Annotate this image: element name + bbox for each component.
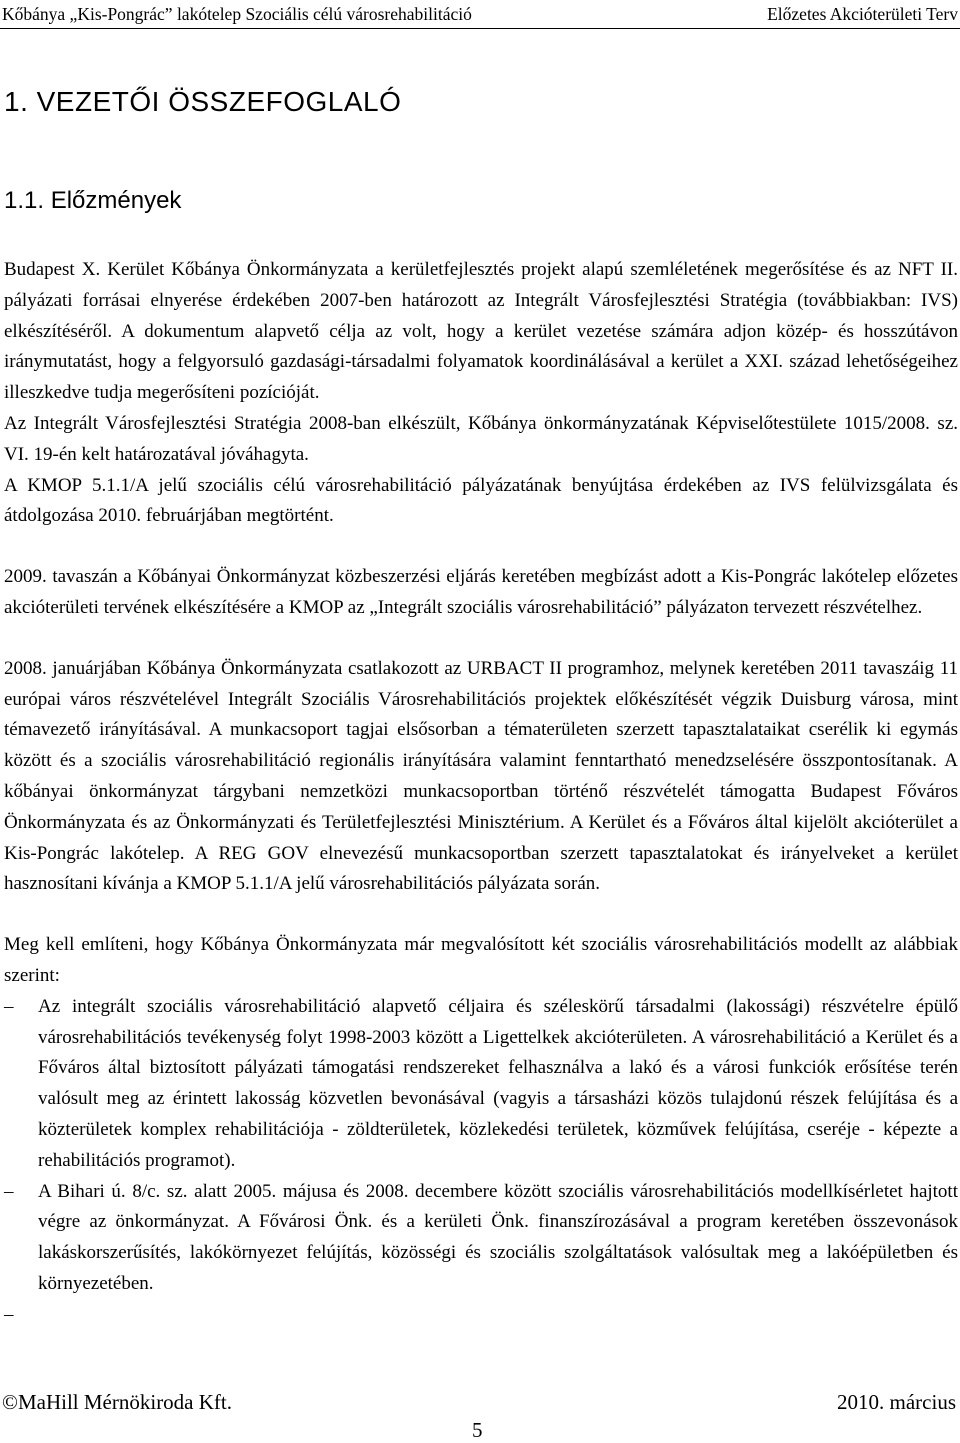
dash-bullet: – [4,1180,14,1202]
list-item [4,1177,958,1300]
paragraph-ivs-approval: Az Integrált Városfejlesztési Stratégia 2008-ban elkészült, Kőbánya önkormányzatának Képviselőtestülete 1015/2008. sz. VI. 19-én kelt határozatával jóváhagyta. [4,412,958,465]
list-item [4,992,958,1177]
document-body [4,255,958,1331]
list-item-text: Az integrált szociális városrehabilitáció alapvető céljaira és széleskörű társadalmi (lakossági) részvételre épülő városrehabilitációs tevékenység folyt 1998-2003 között a Ligettelkek akcióterületen. A városrehabilitáció a Kerület és a Főváros által biztosított pályázati támogatási rendszereket felhasználva a lakó és a városi funkciók erősítése terén valósult meg az érintett lakosság közvetlen bevonásával (vagyis a társasházi közös tulajdonú részek felújítása és a közterületek komplex rehabilitációja - zöldterületek, közlekedési területek, közművek felújítása, cseréje - képezte a rehabilitációs programot). [38,995,958,1171]
paragraph-urbact: 2008. januárjában Kőbánya Önkormányzata csatlakozott az URBACT II programhoz, melynek keretében 2011 tavaszáig 11 európai város részvételével Integrált Szociális Városrehabilitációs projektek előkészítését végzik Duisburg városa, mint témavezető irányításával. A munkacsoport tagjai elsősorban a tématerületen szerzett tapasztalataikat cserélik ki egymás között és a szociális városrehabilitáció regionális irányítására valamint fenntartható menedzselésére összpontosítanak. A kőbányai önkormányzat tárgybani nemzetközi munkacsoportban történő részvételét támogatta Budapest Főváros Önkormányzata és az Önkormányzati és Területfejlesztési Minisztérium. A Kerület és a Főváros által kijelölt akcióterület a Kis-Pongrác lakótelep. A REG GOV elnevezésű munkacsoportban szerzett tapasztalatokat és irányelveket a kerület hasznosítani kívánja a KMOP 5.1.1/A jelű városrehabilitációs pályázata során. [4,657,958,895]
footer-date: 2010. március [837,1390,956,1414]
section-title: 1.1. Előzmények [4,187,182,214]
header-document-title: Kőbánya „Kis-Pongrác” lakótelep Szociális célú városrehabilitáció [2,4,472,24]
paragraph-2009-commission: 2009. tavaszán a Kőbányai Önkormányzat közbeszerzési eljárás keretében megbízást adott a Kis-Pongrác lakótelep előzetes akcióterületi tervének elkészítésére a KMOP az „Integrált szociális városrehabilitáció” pályázaton tervezett részvételhez. [4,566,958,618]
dash-bullet: – [4,995,14,1017]
header-document-type: Előzetes Akcióterületi Terv [767,4,958,24]
models-list [4,992,958,1331]
dash-bullet: – [4,1303,14,1325]
paragraph-ivs-background: Budapest X. Kerület Kőbánya Önkormányzata a kerületfejlesztés projekt alapú szemléletének megerősítése és az NFT II. pályázati forrásai elnyerése érdekében 2007-ben határozott az Integrált Városfejlesztési Stratégia (továbbiakban: IVS) elkészítéséről. A dokumentum alapvető célja az volt, hogy a kerület vezetése számára adjon közép- és hosszútávon iránymutatást, hogy a felgyorsuló gazdasági-társadalmi folyamatok koordinálásával a kerület a XXI. század lehetőségeihez illeszkedve tudja megerősíteni pozícióját. [4,259,958,404]
footer-copyright: ©MaHill Mérnökiroda Kft. [2,1390,232,1414]
page-header [0,4,960,29]
chapter-title: 1. VEZETŐI ÖSSZEFOGLALÓ [4,86,402,117]
list-item-text: A Bihari ú. 8/c. sz. alatt 2005. májusa és 2008. decembere között szociális városrehabilitációs modellkísérletet hajtott végre az önkormányzat. A Fővárosi Önk. és a kerületi Önk. finanszírozásával a program keretében összevonások lakáskorszerűsítés, lakókörnyezet felújítás, közösségi és szociális szolgáltatások valósultak meg a lakóépületben és környezetében. [38,1180,958,1294]
paragraph-ivs-revision: A KMOP 5.1.1/A jelű szociális célú városrehabilitáció pályázatának benyújtása érdekében az IVS felülvizsgálata és átdolgozása 2010. februárjában megtörtént. [4,474,958,527]
page-number: 5 [472,1418,483,1442]
list-item [4,1300,958,1331]
list-item-text [38,1304,43,1325]
paragraph-models-intro: Meg kell említeni, hogy Kőbánya Önkormányzata már megvalósított két szociális városrehabilitációs modellt az alábbiak szerint: [4,934,958,986]
page-footer [0,1388,960,1440]
